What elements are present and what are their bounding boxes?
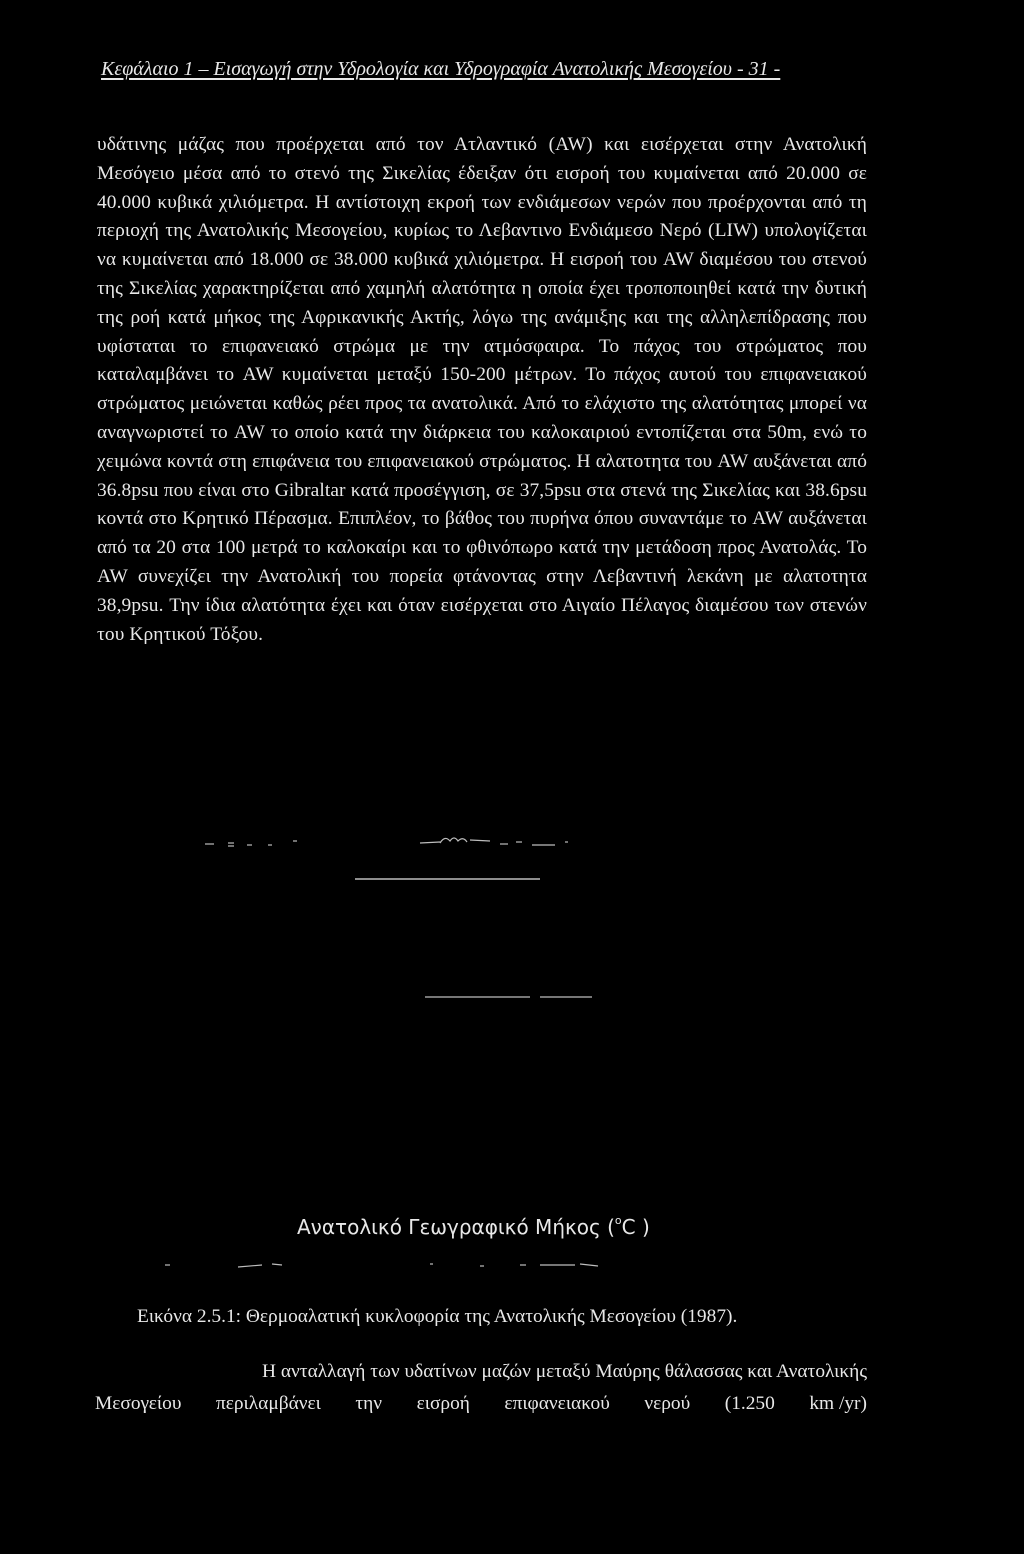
running-header: Κεφάλαιο 1 – Εισαγωγή στην Υδρολογία και Υδρογραφία Ανατολικής Μεσογείου - 31 -: [101, 58, 781, 80]
paragraph-text: υδάτινης μάζας που προέρχεται από τον Ατλαντικό (AW) και εισέρχεται στην Ανατολική Μεσόγειο μέσα από το στενό της Σικελίας έδειξαν ότι εισροή του κυμαίνεται από 20.000 σε 40.000 κυβικά χιλιόμετρα. Η αντίστοιχη εκροή των ενδιάμεσων νερών που προέρχονται από τη περιοχή της Ανατολικής Μεσογείου, κυρίως το Λεβαντινο Ενδιάμεσο Νερό (LIW) υπολογίζεται να κυμαίνεται από 18.000 σε 38.000 κυβικά χιλιόμετρα. Η εισροή του AW διαμέσου του στενού της Σικελίας χαρακτηρίζεται από χαμηλή αλατότητα η οποία έχει τροποποιηθεί κατά την δυτική της ροή κατά μήκος της Αφρικανικής Ακτής, λόγω της ανάμιξης και της αλληλεπίδρασης που υφίσταται το επιφανειακό στρώμα με την ατμόσφαιρα. Το πάχος του στρώματος που καταλαμβάνει το AW κυμαίνεται μεταξύ 150-200 μέτρων. Το πάχος αυτού του επιφανειακού στρώματος μειώνεται καθώς ρέει προς τα ανατολικά. Από το ελάχιστο της αλατότητας μπορεί να αναγνωριστεί το AW το οποίο κατά την διάρκεια του καλοκαιριού εντοπίζεται στα 50m, ενώ το χειμώνα κοντά στη επιφάνεια του επιφανειακού στρώματος. Η αλατοτητα του AW αυξάνεται από 36.8psu που είναι στο Gibraltar κατά προσέγγιση, σε 37,5psu στα στενά της Σικελίας και 38.6psu κοντά στο Κρητικό Πέρασμα. Επιπλέον, το βάθος του πυρήνα όπου συναντάμε το AW αυξάνεται από τα 20 στα 100 μετρά το καλοκαίρι και το φθινόπωρο κατά την μετάδοση προς Ανατολάς. Το AW συνεχίζει την Ανατολική του πορεία φτάνοντας στην Λεβαντινή λεκάνη με αλατοτητα 38,9psu. Την ίδια αλατότητα έχει και όταν εισέρχεται στο Αιγαίο Πέλαγος διαμέσου των στενών του Κρητικού Τόξου.: [97, 134, 867, 645]
figure-caption: Εικόνα 2.5.1: Θερμοαλατική κυκλοφορία της Ανατολικής Μεσογείου (1987).: [137, 1306, 738, 1327]
closing-line-2: [95, 1388, 867, 1420]
closing-word: km /yr): [809, 1393, 867, 1414]
closing-word: Μεσογείου: [95, 1393, 182, 1414]
degree-sup: o: [614, 1214, 622, 1228]
closing-paragraph: [95, 1356, 867, 1420]
closing-word: επιφανειακού: [504, 1393, 610, 1414]
closing-word: εισροή: [416, 1393, 470, 1414]
closing-word: (1.250: [724, 1393, 775, 1414]
figure-x-axis-label: Ανατολικό Γεωγραφικό Μήκος ($^o$C ): [297, 1214, 650, 1239]
closing-word: την: [355, 1393, 383, 1414]
body-paragraph: [97, 131, 867, 649]
closing-line-1: Η ανταλλαγή των υδατίνων μαζών μεταξύ Μαύρης θάλασσας και Ανατολικής: [262, 1361, 867, 1382]
closing-word: περιλαμβάνει: [215, 1393, 321, 1414]
closing-word: νερού: [644, 1393, 691, 1414]
